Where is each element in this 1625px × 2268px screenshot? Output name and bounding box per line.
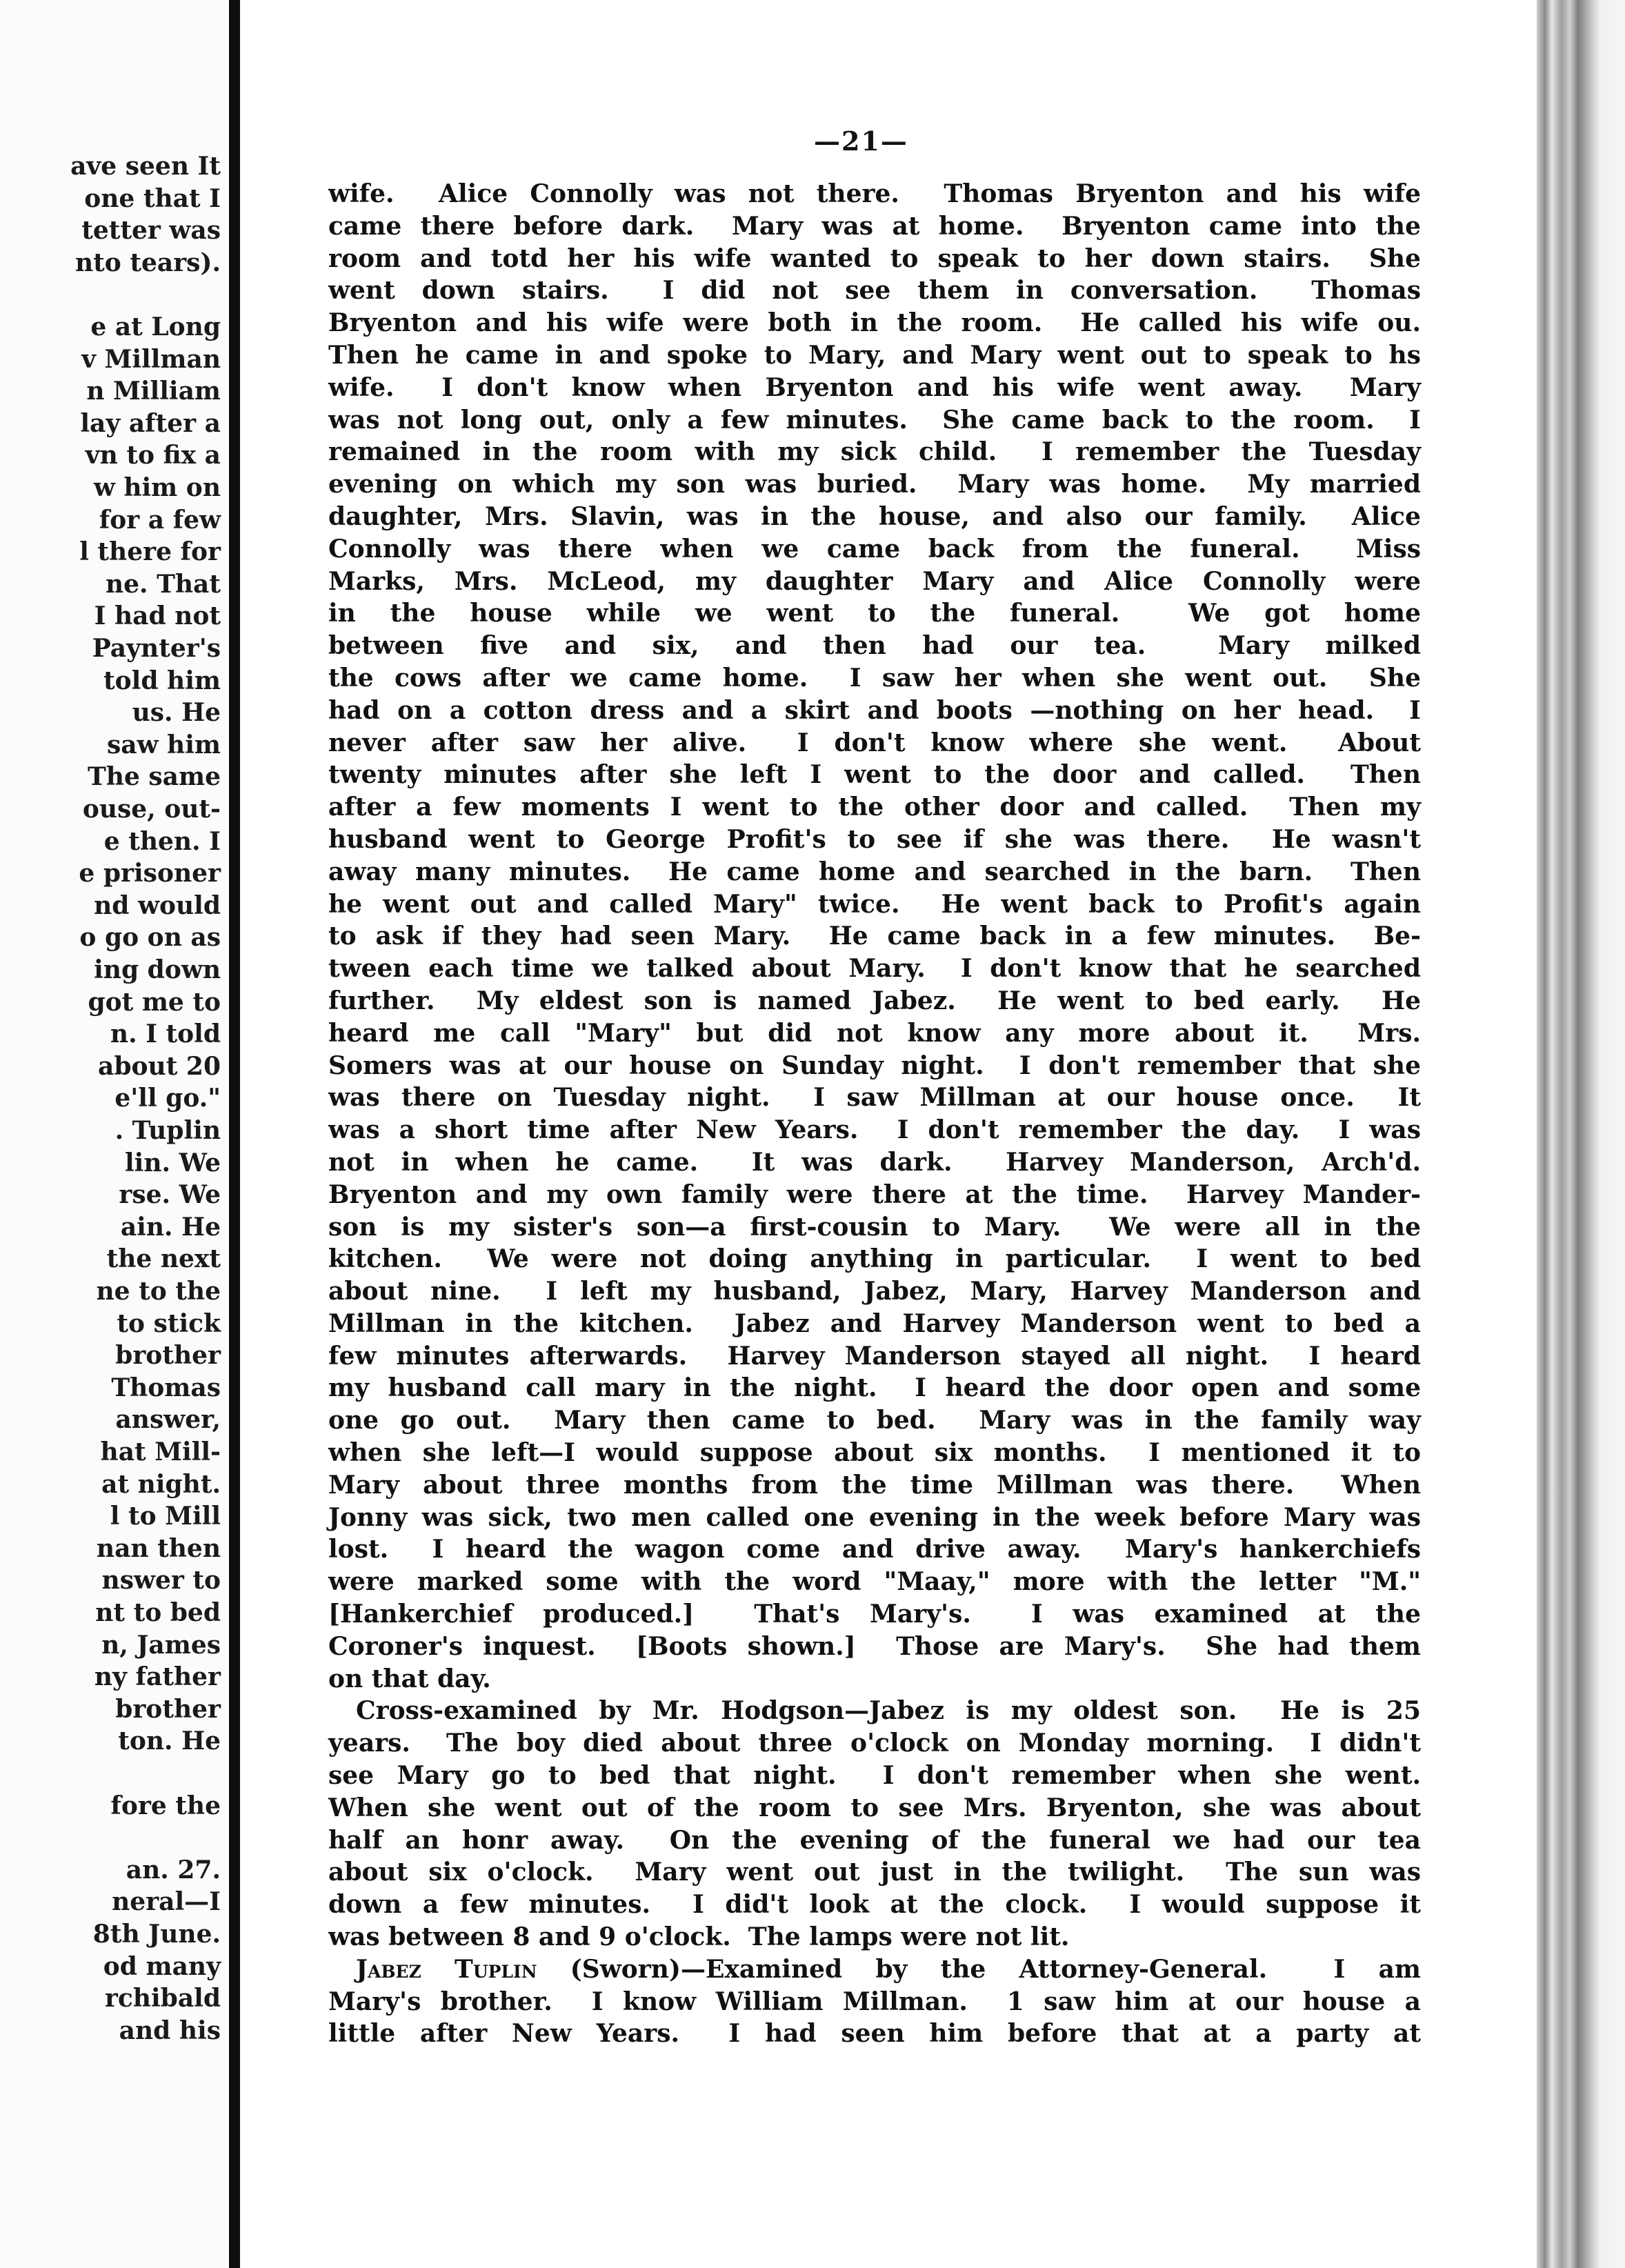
text-line [328,1856,1421,1889]
text-run: Jonny was sick, two men called one evening in the week before Mary was [328,1502,1421,1532]
text-line [328,953,1421,985]
text-run: evening on which my son was buried. Mary was home. My married [328,470,1421,499]
text-line [328,759,1421,791]
text-run: was a short time after New Years. I don't remember the day. I was [328,1115,1421,1145]
prev-page-line: neral—I [112,1887,221,1917]
text-run: between five and six, and then had our tea. Mary milked [328,631,1421,661]
text-line [328,275,1421,307]
text-line [328,178,1421,210]
text-run: Millman in the kitchen. Jabez and Harvey Manderson went to bed a [328,1309,1421,1338]
prev-page-line: e prisoner [79,859,221,888]
text-run: my husband call mary in the night. I heard the door open and some [328,1373,1421,1403]
text-run: daughter, Mrs. Slavin, was in the house, and also our family. Alice [328,501,1421,531]
prev-page-line: nt to bed [95,1598,221,1627]
text-line [328,985,1421,1017]
text-line [328,372,1421,404]
prev-page-line: fore the [110,1791,221,1820]
text-run: was there on Tuesday night. I saw Millman at our house once. It [328,1083,1421,1113]
text-line [328,630,1421,662]
text-run: tween each time we talked about Mary. I don't know that he searched [328,954,1421,984]
text-run: years. The boy died about three o'clock on Monday morning. I didn't [328,1729,1421,1758]
prev-page-line: answer, [115,1405,221,1435]
prev-page-line: nto tears). [74,248,221,277]
text-run: lost. I heard the wagon come and drive away. Mary's hankerchiefs [328,1535,1421,1564]
prev-page-line: w him on [93,473,221,502]
prev-page-line: ne to the [96,1277,221,1306]
text-run: went down stairs. I did not see them in conversation. Thomas [328,276,1421,306]
text-line [328,1437,1421,1469]
text-line [328,533,1421,566]
prev-page-line: nd would [94,891,221,920]
text-run: Coroner's inquest. [Boots shown.] Those are Mary's. She had them [328,1631,1421,1661]
prev-page-line: us. He [132,698,221,728]
text-run: was between 8 and 9 o'clock. The lamps were not lit. [328,1922,1070,1952]
page-edge [1537,0,1625,2268]
text-line [328,1469,1421,1502]
prev-page-line: e then. I [103,826,221,856]
text-run: half an honr away. On the evening of the funeral we had our tea [328,1825,1421,1855]
text-run: the cows after we came home. I saw her when she went out. She [328,663,1421,693]
previous-page-fragment [0,0,228,2268]
prev-page-line: nswer to [101,1566,221,1595]
prev-page-line: for a few [99,505,221,535]
prev-page-line: lin. We [125,1148,221,1177]
text-line [328,1792,1421,1824]
text-line [328,468,1421,501]
text-line [328,1598,1421,1631]
text-run: Somers was at our house on Sunday night. I don't remember that she [328,1051,1421,1080]
text-run: [Hankerchief produced.] That's Mary's. I was examined at the [328,1600,1421,1629]
text-line [328,1050,1421,1082]
prev-page-line: . Tuplin [114,1116,221,1145]
prev-page-line: told him [103,666,221,695]
prev-page-line: ouse, out- [82,795,221,824]
text-line [328,2018,1421,2050]
text-line [328,1921,1421,1953]
text-line [328,824,1421,856]
text-line [328,1695,1421,1727]
prev-page-line: brother [115,1341,221,1371]
text-line [328,920,1421,953]
text-run: when she left—I would suppose about six months. I mentioned it to [328,1438,1421,1468]
prev-page-line: hat Mill- [100,1438,221,1466]
text-line [328,1243,1421,1275]
prev-page-line: n, James [101,1630,221,1660]
text-line [328,727,1421,759]
page-number: —21— [814,126,908,157]
prev-page-line: ny father [94,1662,221,1692]
text-run: twenty minutes after she left I went to the door and called. Then [328,760,1421,790]
text-line [328,1211,1421,1244]
text-run: further. My eldest son is named Jabez. He went to bed early. He [328,986,1421,1015]
prev-page-line: about 20 [98,1051,221,1081]
text-run: were marked some with the word "Maay," more with the letter "M." [328,1567,1421,1597]
text-run: Bryenton and my own family were there at the time. Harvey Mander- [328,1180,1421,1209]
text-line [328,791,1421,824]
prev-page-line: saw him [106,730,221,759]
text-run: little after New Years. I had seen him before that at a party at [328,2019,1421,2049]
text-run: Connolly was there when we came back from the funeral. Miss [328,534,1421,564]
prev-page-line: and his [119,2016,221,2045]
prev-page-line: ain. He [120,1212,221,1242]
text-line [328,856,1421,888]
text-line [328,404,1421,437]
text-run: Mary's brother. I know William Millman. 1 saw him at our house a [328,1987,1421,2016]
text-run: heard me call "Mary" but did not know any more about it. Mrs. [328,1018,1421,1048]
text-line [328,1340,1421,1373]
prev-page-line: to stick [117,1309,221,1338]
text-line [328,1179,1421,1211]
prev-page-line: Thomas [111,1373,221,1402]
text-line [328,1986,1421,2018]
prev-page-line: the next [106,1244,221,1274]
text-line [328,597,1421,630]
text-run: never after saw her alive. I don't know where she went. About [328,728,1421,757]
text-run: When she went out of the room to see Mrs. Bryenton, she was about [328,1793,1421,1822]
text-line [328,436,1421,468]
text-line [328,662,1421,695]
text-line [328,1502,1421,1534]
text-run: to ask if they had seen Mary. He came back in a few minutes. Be- [328,922,1421,951]
prev-page-line: o go on as [79,923,221,953]
text-run: remained in the room with my sick child. I remember the Tuesday [328,437,1421,467]
text-line [328,1663,1421,1695]
text-run: see Mary go to bed that night. I don't remember when she went. [328,1761,1421,1791]
prev-page-line: 8th June. [92,1920,221,1949]
prev-page-line: e'll go." [114,1084,221,1113]
prev-page-line: vn to fix a [85,441,221,470]
text-line [328,1275,1421,1308]
text-line [328,888,1421,921]
text-run: wife. Alice Connolly was not there. Thomas Bryenton and his wife [328,179,1421,208]
text-run: about six o'clock. Mary went out just in the twilight. The sun was [328,1858,1421,1887]
prev-page-line: got me to [88,987,221,1017]
text-line [328,307,1421,339]
prev-page-line: I had not [94,601,221,631]
prev-page-line: one that I [84,183,221,213]
text-line [328,339,1421,372]
text-line [328,1114,1421,1146]
text-line [328,1082,1421,1114]
text-run: wife. I don't know when Bryenton and his wife went away. Mary [328,372,1421,402]
prev-page-line: nan then [96,1533,221,1563]
text-line [328,1953,1421,1986]
text-line [328,1017,1421,1050]
text-run: (Sworn)—Examined by the Attorney-General. I am [537,1954,1421,1984]
text-line [328,1308,1421,1340]
prev-page-line: v Millman [81,344,221,374]
text-run: son is my sister's son—a first-cousin to Mary. We were all in the [328,1212,1421,1242]
text-line [328,1760,1421,1792]
prev-page-line: l to Mill [110,1502,221,1531]
text-run: few minutes afterwards. Harvey Manderson stayed all night. I heard [328,1341,1421,1371]
text-line [328,1146,1421,1179]
prev-page-line: n Milliam [86,377,221,406]
witness-name: Jabez Tuplin [356,1954,537,1984]
text-run: in the house while we went to the funeral. We got home [328,599,1421,628]
prev-page-line: at night. [101,1469,221,1499]
text-run: Bryenton and his wife were both in the room. He called his wife ou. [328,308,1421,338]
prev-page-line: od many [103,1951,221,1981]
text-run: Cross-examined by Mr. Hodgson—Jabez is my oldest son. He is 25 [356,1696,1421,1726]
text-run: away many minutes. He came home and searched in the barn. Then [328,857,1421,886]
prev-page-line: rchibald [104,1984,221,2013]
text-run: kitchen. We were not doing anything in particular. I went to bed [328,1244,1421,1274]
text-line [328,1372,1421,1404]
prev-page-line: ton. He [118,1727,221,1756]
testimony-text [328,178,1421,2050]
prev-page-line: ave seen It [70,152,221,181]
prev-page-line: Paynter's [92,634,221,663]
text-line [328,1727,1421,1760]
text-run: was not long out, only a few minutes. She came back to the room. I [328,405,1421,435]
text-run: Then he came in and spoke to Mary, and Mary went out to speak to hs [328,340,1421,370]
text-run: down a few minutes. I did't look at the clock. I would suppose it [328,1890,1421,1920]
text-run: he went out and called Mary" twice. He went back to Profit's again [328,889,1421,919]
text-run: on that day. [328,1664,491,1693]
text-run: husband went to George Profit's to see if she was there. He wasn't [328,824,1421,854]
text-line [328,695,1421,727]
text-line [328,1533,1421,1566]
text-run: Mary about three months from the time Millman was there. When [328,1470,1421,1500]
text-line [328,566,1421,598]
text-run: after a few moments I went to the other door and called. Then my [328,793,1421,822]
text-run: not in when he came. It was dark. Harvey Manderson, Arch'd. [328,1147,1421,1177]
prev-page-line: an. 27. [126,1855,221,1884]
prev-page-line: ne. That [105,569,221,599]
text-run: Marks, Mrs. McLeod, my daughter Mary and Alice Connolly were [328,566,1421,596]
prev-page-line: brother [115,1694,221,1724]
text-line [328,1566,1421,1598]
text-run: one go out. Mary then came to bed. Mary was in the family way [328,1406,1421,1435]
prev-page-line: l there for [79,537,221,567]
text-run: about nine. I left my husband, Jabez, Mary, Harvey Manderson and [328,1277,1421,1306]
text-line [328,243,1421,275]
prev-page-line: lay after a [80,408,221,438]
text-line [328,1889,1421,1921]
prev-page-line: rse. We [119,1180,221,1210]
text-line [328,1631,1421,1663]
prev-page-line: tetter was [81,216,221,246]
text-run: came there before dark. Mary was at home. Bryenton came into the [328,211,1421,241]
text-line [328,1404,1421,1437]
prev-page-line: The same [88,762,221,792]
text-line [328,210,1421,243]
text-run: had on a cotton dress and a skirt and boots —nothing on her head. I [328,695,1421,725]
text-line [328,501,1421,533]
prev-page-line: ing down [94,955,221,984]
book-gutter [229,0,240,2268]
prev-page-line: e at Long [90,312,221,341]
text-line [328,1824,1421,1857]
text-run: room and totd her his wife wanted to speak to her down stairs. She [328,243,1421,273]
prev-page-line: n. I told [110,1019,221,1049]
